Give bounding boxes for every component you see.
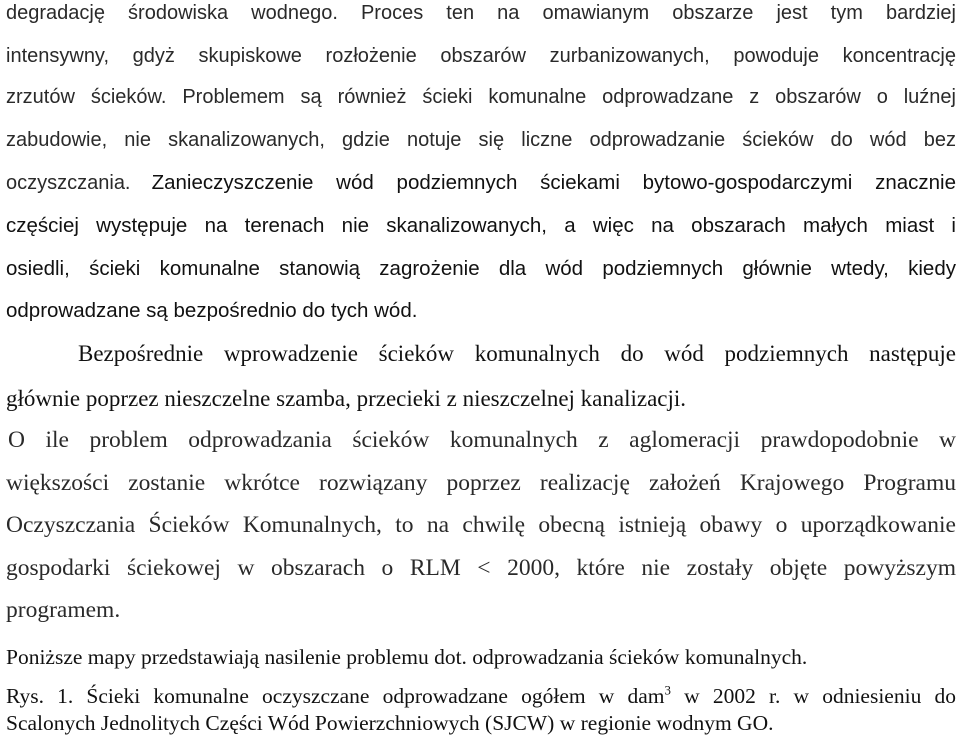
text-line: głównie poprzez nieszczelne szamba, przecieki z nieszczelnej kanalizacji. xyxy=(6,386,687,411)
text-line: Oczyszczania Ścieków Komunalnych, to na chwilę obecną istnieją obawy o uporządkowanie xyxy=(6,512,956,538)
text-line: odprowadzane są bezpośrednio do tych wód. xyxy=(6,299,418,322)
text-line: częściej występuje na terenach nie skanalizowanych, a więc na obszarach małych miast i xyxy=(6,214,956,237)
text-line: osiedli, ścieki komunalne stanowią zagrożenie dla wód podziemnych głównie wtedy, kiedy xyxy=(6,257,956,280)
text-line: programem. xyxy=(6,597,121,623)
text-line: gospodarki ściekowej w obszarach o RLM < 2000, które nie zostały objęte powyższym xyxy=(6,555,956,581)
text-line: Poniższe mapy przedstawiają nasilenie problemu dot. odprowadzania ścieków komunalnych. xyxy=(6,645,808,669)
caption-text: w 2002 r. w odniesieniu do xyxy=(670,684,956,708)
figure-caption xyxy=(6,684,956,709)
text-line: intensywny, gdyż skupiskowe rozłożenie obszarów zurbanizowanych, powoduje koncentrację xyxy=(6,45,956,67)
figure-caption-line2: Scalonych Jednolitych Części Wód Powierzchniowych (SJCW) w regionie wodnym GO. xyxy=(6,711,774,735)
text-line: większości zostanie wkrótce rozwiązany poprzez realizację założeń Krajowego Programu xyxy=(6,470,956,496)
text-line: Bezpośrednie wprowadzenie ścieków komunalnych do wód podziemnych następuje xyxy=(78,341,956,366)
text-line: zabudowie, nie skanalizowanych, gdzie notuje się liczne odprowadzanie ścieków do wód bez xyxy=(6,129,956,151)
text-line-mixed xyxy=(6,171,956,195)
caption-text: Rys. 1. Ścieki komunalne oczyszczane odprowadzane ogółem w dam xyxy=(6,684,665,708)
text-line: degradację środowiska wodnego. Proces ten na omawianym obszarze jest tym bardziej xyxy=(6,2,956,24)
text-fragment: Zanieczyszczenie wód podziemnych ściekami bytowo-gospodarczymi znacznie xyxy=(151,171,957,194)
caption-superscript: 3 xyxy=(664,683,671,698)
text-line: zrzutów ścieków. Problemem są również ścieki komunalne odprowadzane z obszarów o luźnej xyxy=(6,86,956,108)
text-line: O ile problem odprowadzania ścieków komunalnych z aglomeracji prawdopodobnie w xyxy=(8,427,956,453)
text-fragment: oczyszczania. xyxy=(6,172,131,194)
